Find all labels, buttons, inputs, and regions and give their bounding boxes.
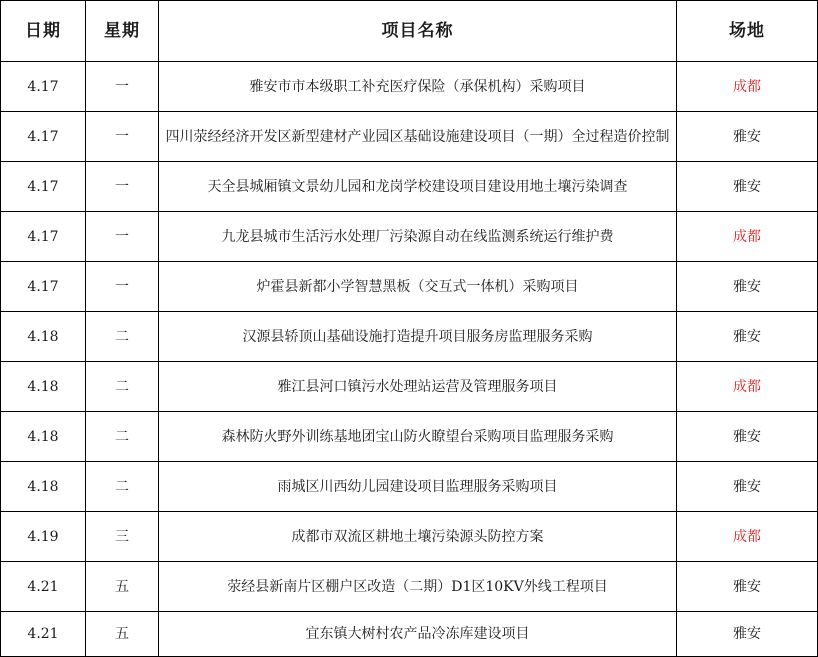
- column-header-weekday: 星期: [86, 1, 159, 62]
- venue-cell: 成都: [677, 62, 818, 112]
- date-cell: 4.21: [1, 562, 86, 612]
- date-cell: 4.18: [1, 312, 86, 362]
- table-row: [1, 262, 818, 312]
- table-row: [1, 312, 818, 362]
- date-cell: 4.18: [1, 362, 86, 412]
- venue-cell: 雅安: [677, 312, 818, 362]
- table-row: [1, 612, 818, 657]
- table-header-row: [1, 1, 818, 62]
- weekday-cell: 一: [86, 62, 159, 112]
- project-name-cell: 汉源县轿顶山基础设施打造提升项目服务房监理服务采购: [159, 312, 677, 362]
- project-name-cell: 荥经县新南片区棚户区改造（二期）D1区10KV外线工程项目: [159, 562, 677, 612]
- project-name-cell: 炉霍县新都小学智慧黑板（交互式一体机）采购项目: [159, 262, 677, 312]
- date-cell: 4.17: [1, 212, 86, 262]
- table-row: [1, 412, 818, 462]
- weekday-cell: 二: [86, 362, 159, 412]
- date-cell: 4.18: [1, 462, 86, 512]
- date-cell: 4.19: [1, 512, 86, 562]
- table-row: [1, 562, 818, 612]
- table-row: [1, 212, 818, 262]
- weekday-cell: 一: [86, 162, 159, 212]
- venue-cell: 雅安: [677, 562, 818, 612]
- venue-cell: 成都: [677, 362, 818, 412]
- venue-cell: 雅安: [677, 612, 818, 657]
- table-row: [1, 362, 818, 412]
- date-cell: 4.21: [1, 612, 86, 657]
- date-cell: 4.17: [1, 262, 86, 312]
- venue-cell: 雅安: [677, 112, 818, 162]
- project-name-cell: 天全县城厢镇文景幼儿园和龙岗学校建设项目建设用地土壤污染调查: [159, 162, 677, 212]
- project-name-cell: 雅安市市本级职工补充医疗保险（承保机构）采购项目: [159, 62, 677, 112]
- table-row: [1, 62, 818, 112]
- venue-cell: 雅安: [677, 262, 818, 312]
- weekday-cell: 一: [86, 212, 159, 262]
- table-row: [1, 512, 818, 562]
- date-cell: 4.17: [1, 112, 86, 162]
- project-name-cell: 九龙县城市生活污水处理厂污染源自动在线监测系统运行维护费: [159, 212, 677, 262]
- column-header-date: 日期: [1, 1, 86, 62]
- table-body: [1, 62, 818, 657]
- weekday-cell: 二: [86, 312, 159, 362]
- project-name-cell: 雅江县河口镇污水处理站运营及管理服务项目: [159, 362, 677, 412]
- project-name-cell: 成都市双流区耕地土壤污染源头防控方案: [159, 512, 677, 562]
- weekday-cell: 二: [86, 412, 159, 462]
- date-cell: 4.18: [1, 412, 86, 462]
- venue-cell: 雅安: [677, 462, 818, 512]
- table-row: [1, 162, 818, 212]
- project-name-cell: 宜东镇大树村农产品冷冻库建设项目: [159, 612, 677, 657]
- weekday-cell: 三: [86, 512, 159, 562]
- weekday-cell: 五: [86, 562, 159, 612]
- project-name-cell: 雨城区川西幼儿园建设项目监理服务采购项目: [159, 462, 677, 512]
- weekday-cell: 一: [86, 262, 159, 312]
- table-row: [1, 112, 818, 162]
- weekday-cell: 五: [86, 612, 159, 657]
- weekday-cell: 二: [86, 462, 159, 512]
- date-cell: 4.17: [1, 162, 86, 212]
- column-header-venue: 场地: [677, 1, 818, 62]
- date-cell: 4.17: [1, 62, 86, 112]
- table-row: [1, 462, 818, 512]
- venue-cell: 雅安: [677, 412, 818, 462]
- venue-cell: 成都: [677, 212, 818, 262]
- project-name-cell: 四川荥经经济开发区新型建材产业园区基础设施建设项目（一期）全过程造价控制: [159, 112, 677, 162]
- venue-cell: 成都: [677, 512, 818, 562]
- project-name-cell: 森林防火野外训练基地团宝山防火瞭望台采购项目监理服务采购: [159, 412, 677, 462]
- column-header-project: 项目名称: [159, 1, 677, 62]
- weekday-cell: 一: [86, 112, 159, 162]
- venue-cell: 雅安: [677, 162, 818, 212]
